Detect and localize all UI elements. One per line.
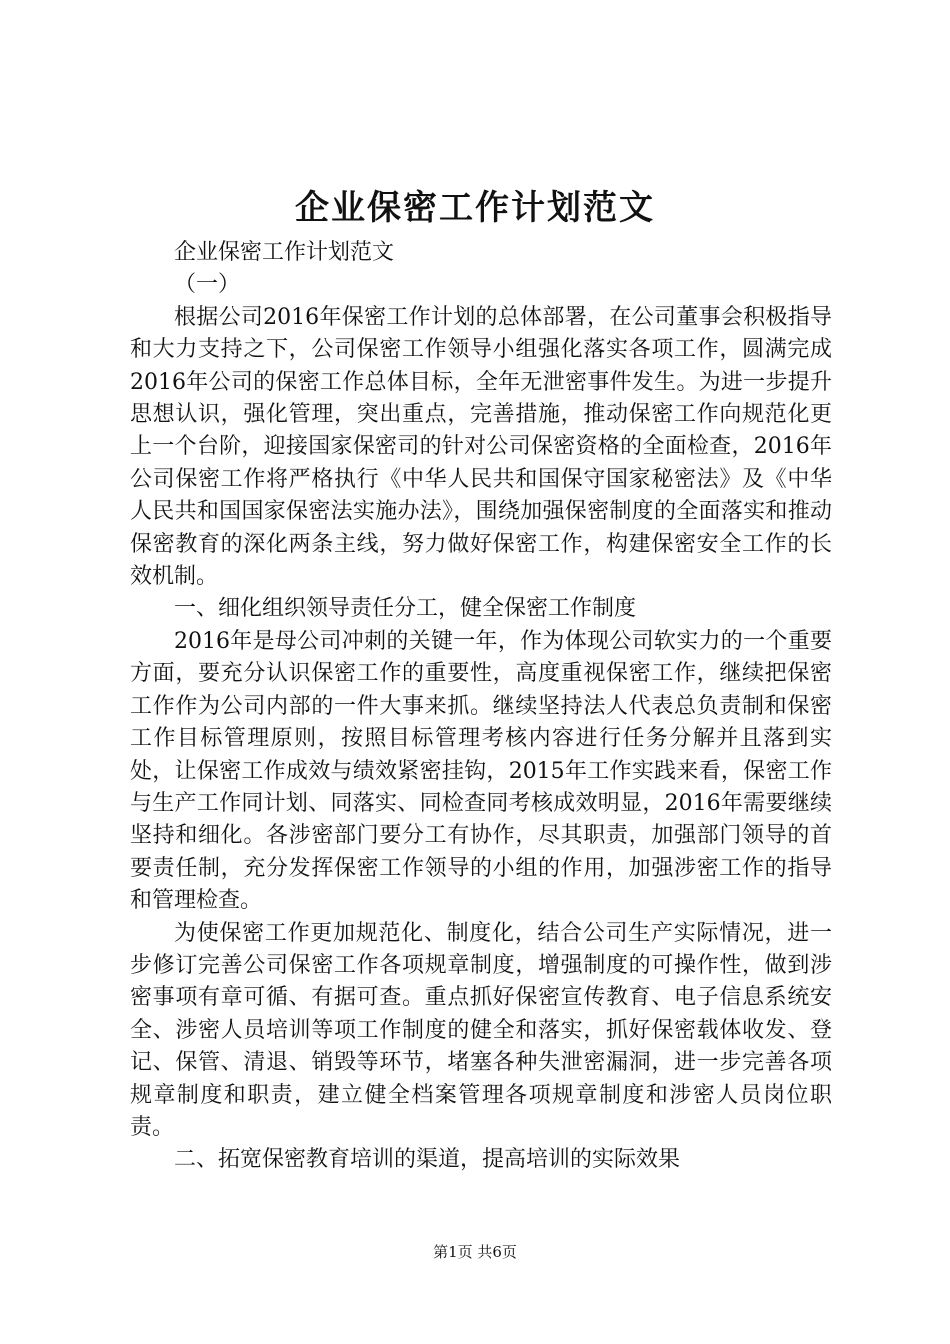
- paragraph-section-1a: 2016年是母公司冲刺的关键一年，作为体现公司软实力的一个重要方面，要充分认识保密工作的重要性，高度重视保密工作，继续把保密工作作为公司内部的一件大事来抓。继续坚持法人代表总负责制和保密工作目标管理原则，按照目标管理考核内容进行任务分解并且落到实处，让保密工作成效与绩效紧密挂钩，2015年工作实践来看，保密工作与生产工作同计划、同落实、同检查同考核成效明显，2016年需要继续坚持和细化。各涉密部门要分工有协作，尽其职责，加强部门领导的首要责任制，充分发挥保密工作领导的小组的作用，加强涉密工作的指导和管理检查。: [130, 628, 832, 914]
- paragraph-section-1b: 为使保密工作更加规范化、制度化，结合公司生产实际情况，进一步修订完善公司保密工作各项规章制度，增强制度的可操作性，做到涉密事项有章可循、有据可查。重点抓好保密宣传教育、电子信息系统安全、涉密人员培训等项工作制度的健全和落实，抓好保密载体收发、登记、保管、清退、销毁等环节，堵塞各种失泄密漏洞，进一步完善各项规章制度和职责，建立健全档案管理各项规章制度和涉密人员岗位职责。: [130, 920, 832, 1140]
- document-body: [130, 237, 832, 1177]
- paragraph-intro: 根据公司2016年保密工作计划的总体部署，在公司董事会积极指导和大力支持之下，公司保密工作领导小组强化落实各项工作，圆满完成2016年公司的保密工作总体目标，全年无泄密事件发生。为进一步提升思想认识，强化管理，突出重点，完善措施，推动保密工作向规范化更上一个台阶，迎接国家保密司的针对公司保密资格的全面检查，2016年公司保密工作将严格执行《中华人民共和国保守国家秘密法》及《中华人民共和国国家保密法实施办法》，围绕加强保密制度的全面落实和推动保密教育的深化两条主线，努力做好保密工作，构建保密安全工作的长效机制。: [130, 304, 832, 590]
- page-number-footer: 第1页 共6页: [433, 1243, 517, 1261]
- section-marker: （一）: [174, 272, 241, 298]
- document-title: 企业保密工作计划范文: [295, 188, 655, 228]
- section-heading-1: 一、细化组织领导责任分工，健全保密工作制度: [174, 596, 637, 622]
- document-subtitle: 企业保密工作计划范文: [174, 240, 395, 265]
- section-heading-2: 二、拓宽保密教育培训的渠道，提高培训的实际效果: [174, 1147, 681, 1173]
